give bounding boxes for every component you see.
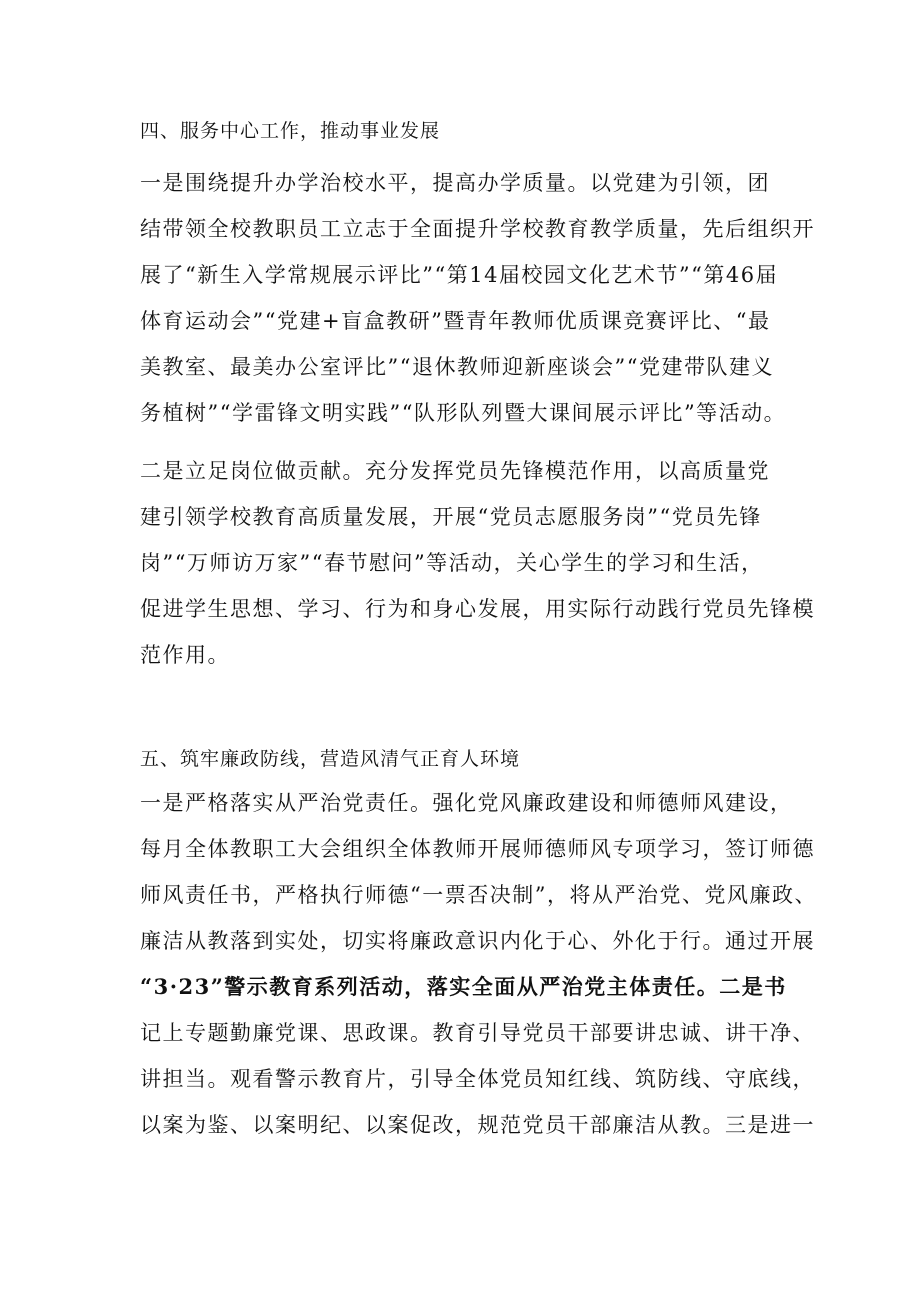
text-line: 讲担当。观看警示教育片，引导全体党员知红线、筑防线、守底线， [140, 1067, 815, 1091]
text-line: 记上专题勤廉党课、思政课。教育引导党员干部要讲忠诚、讲干净、 [140, 1021, 815, 1045]
text-line: “3·23”警示教育系列活动，落实全面从严治党主体责任。二是书 [140, 974, 787, 999]
text-line: 以案为鉴、以案明纪、以案促改，规范党员干部廉洁从教。三是进一 [140, 1113, 815, 1137]
text-line: 展了“新生入学常规展示评比”“第14届校园文化艺术节”“第46届 [140, 263, 779, 287]
text-line: 一是严格落实从严治党责任。强化党风廉政建设和师德师风建设， [140, 791, 793, 815]
text-line: 二是立足岗位做贡献。充分发挥党员先锋模范作用，以高质量党 [140, 459, 770, 483]
section-4-paragraph-1 [140, 160, 815, 436]
text-line: 一是围绕提升办学治校水平，提高办学质量。以党建为引领，团 [140, 171, 770, 195]
section-5-paragraph-1 [140, 780, 817, 1148]
text-line: 建引领学校教育高质量发展，开展“党员志愿服务岗”“党员先锋 [140, 505, 762, 529]
section-5-heading: 五、筑牢廉政防线，营造风清气正育人环境 [140, 748, 521, 770]
section-4-paragraph-2 [140, 448, 815, 678]
text-line: 范作用。 [140, 643, 230, 667]
text-line: 师风责任书，严格执行师德“一票否决制”，将从严治党、党风廉政、 [140, 883, 817, 907]
text-line: 岗”“万师访万家”“春节慰问”等活动，关心学生的学习和生活， [140, 551, 764, 575]
section-4-heading: 四、服务中心工作，推动事业发展 [140, 120, 441, 142]
text-line: 促进学生思想、学习、行为和身心发展，用实际行动践行党员先锋模 [140, 597, 815, 621]
text-line: 务植树”“学雷锋文明实践”“队形队列暨大课间展示评比”等活动。 [140, 401, 787, 425]
text-line: 每月全体教职工大会组织全体教师开展师德师风专项学习，签订师德 [140, 837, 815, 861]
text-line: 美教室、最美办公室评比”“退休教师迎新座谈会”“党建带队建义 [140, 355, 774, 379]
text-line: 体育运动会”“党建+盲盒教研”暨青年教师优质课竞赛评比、“最 [140, 309, 771, 333]
text-line: 结带领全校教职员工立志于全面提升学校教育教学质量，先后组织开 [140, 217, 815, 241]
text-line: 廉洁从教落到实处，切实将廉政意识内化于心、外化于行。通过开展 [140, 929, 815, 953]
